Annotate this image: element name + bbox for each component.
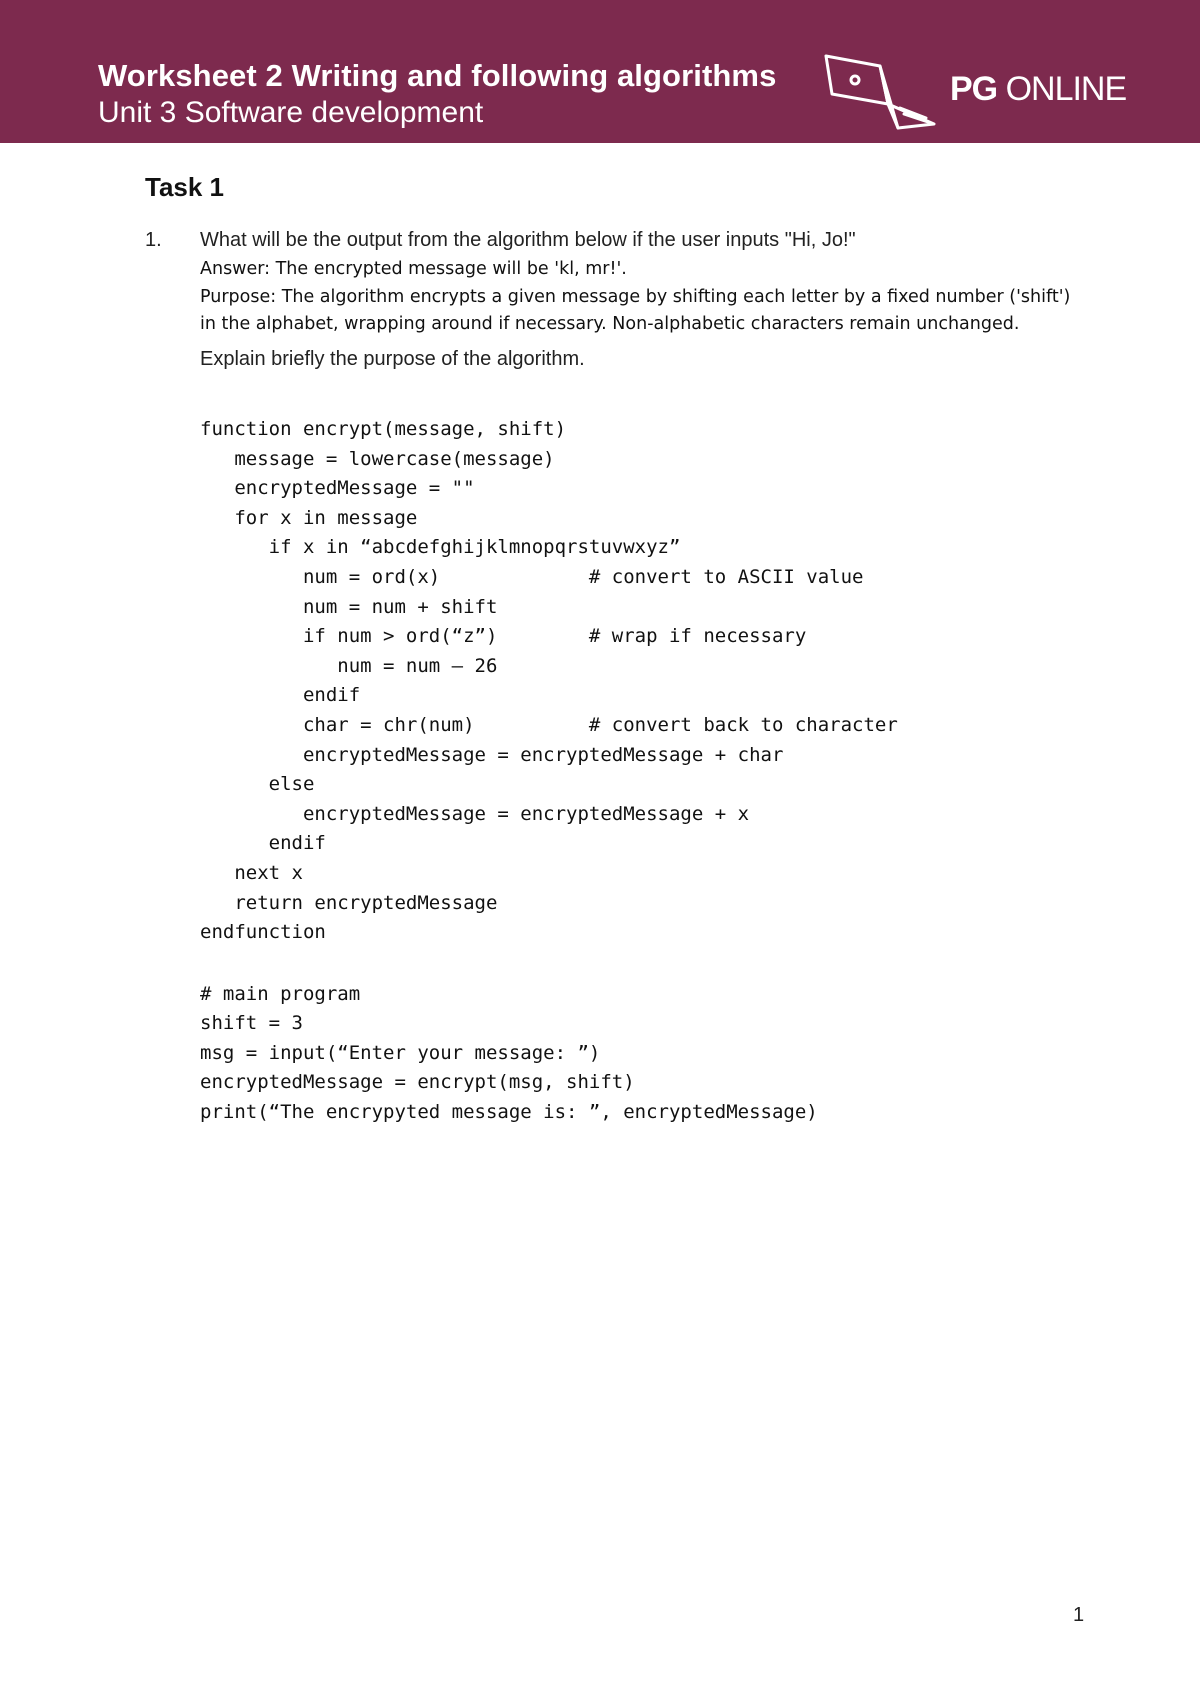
code-gap bbox=[200, 948, 898, 980]
code-line: for x in message bbox=[200, 506, 418, 529]
code-line: encryptedMessage = encryptedMessage + x bbox=[200, 802, 750, 825]
pseudocode-listing bbox=[200, 415, 898, 1128]
code-line: message = lowercase(message) bbox=[200, 447, 555, 470]
code-line: if num > ord(“z”) # wrap if necessary bbox=[200, 625, 807, 648]
code-line: num = num – 26 bbox=[200, 654, 498, 677]
purpose-line-1: Purpose: The algorithm encrypts a given message by shifting each letter by a fixed number ('shift') bbox=[200, 286, 1071, 307]
pg-online-logo bbox=[950, 70, 1126, 109]
code-line: endif bbox=[200, 832, 326, 855]
page-number: 1 bbox=[1073, 1604, 1085, 1626]
code-line: encryptedMessage = encryptedMessage + char bbox=[200, 743, 784, 766]
logo-text-pg: PG bbox=[950, 70, 998, 108]
code-line: num = ord(x) # convert to ASCII value bbox=[200, 565, 864, 588]
code-line: return encryptedMessage bbox=[200, 891, 498, 914]
code-line: shift = 3 bbox=[200, 1012, 303, 1035]
purpose-line-2: in the alphabet, wrapping around if necessary. Non-alphabetic characters remain unchanged. bbox=[200, 314, 1020, 334]
explain-prompt: Explain briefly the purpose of the algorithm. bbox=[200, 348, 585, 370]
code-line: endfunction bbox=[200, 921, 326, 944]
laptop-icon bbox=[822, 52, 940, 132]
code-line: else bbox=[200, 773, 315, 796]
code-line: num = num + shift bbox=[200, 595, 498, 618]
answer-line: Answer: The encrypted message will be 'kl, mr!'. bbox=[200, 259, 627, 279]
code-line: next x bbox=[200, 861, 303, 884]
answer-block bbox=[200, 256, 1100, 339]
code-line: char = chr(num) # convert back to character bbox=[200, 713, 898, 736]
logo-text-online: ONLINE bbox=[997, 70, 1127, 108]
header-band bbox=[0, 0, 1200, 143]
unit-subtitle: Unit 3 Software development bbox=[98, 96, 484, 129]
code-line: print(“The encrypyted message is: ”, encryptedMessage) bbox=[200, 1101, 818, 1124]
code-line: msg = input(“Enter your message: ”) bbox=[200, 1041, 601, 1064]
worksheet-title: Worksheet 2 Writing and following algorithms bbox=[98, 58, 777, 93]
code-line: endif bbox=[200, 684, 361, 707]
code-line: encryptedMessage = "" bbox=[200, 477, 475, 500]
question-number: 1. bbox=[145, 229, 162, 251]
code-line: function encrypt(message, shift) bbox=[200, 418, 567, 440]
code-line: # main program bbox=[200, 982, 361, 1005]
code-line: encryptedMessage = encrypt(msg, shift) bbox=[200, 1071, 635, 1094]
code-line: if x in “abcdefghijklmnopqrstuvwxyz” bbox=[200, 536, 681, 559]
question-text: What will be the output from the algorithm below if the user inputs "Hi, Jo!" bbox=[200, 229, 856, 251]
task-heading: Task 1 bbox=[145, 172, 225, 202]
